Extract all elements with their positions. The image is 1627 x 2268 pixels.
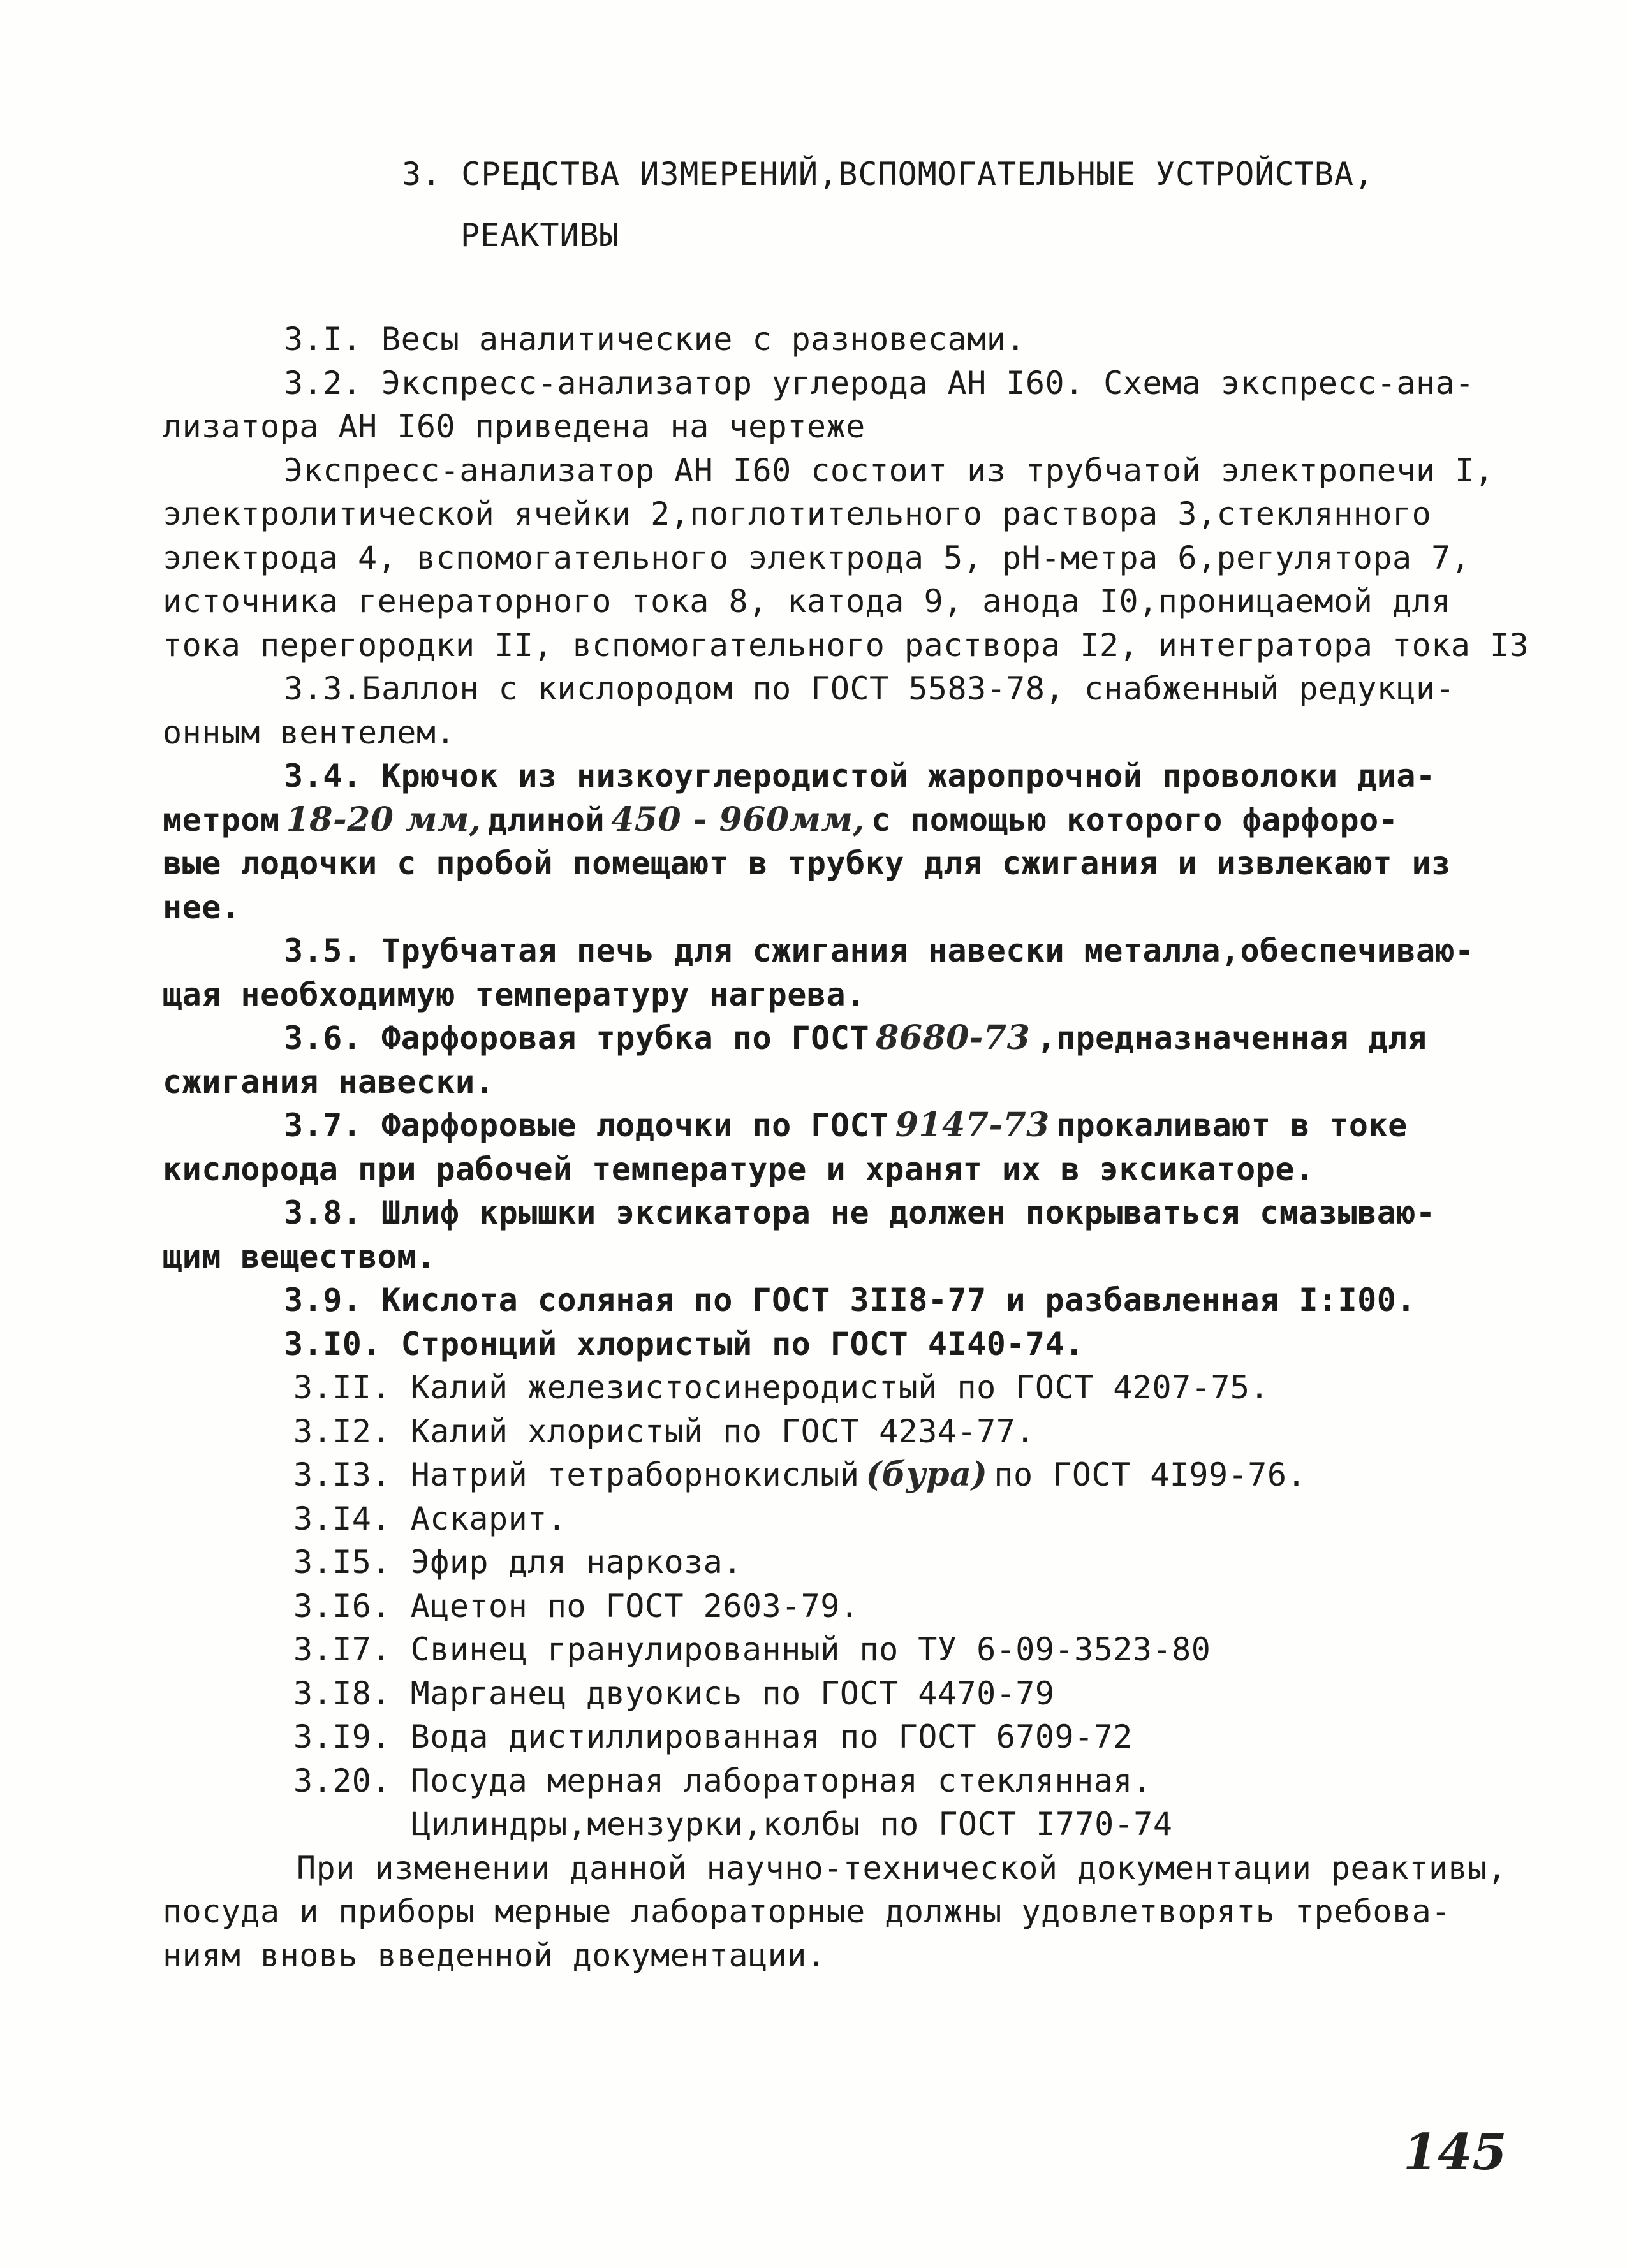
text-fragment: длиной (487, 801, 605, 838)
text-line: 3.I9. Вода дистиллированная по ГОСТ 6709-72 (293, 1718, 1133, 1755)
text-line: щая необходимую температуру нагрева. (163, 976, 865, 1013)
handwritten-value: 8680-73 (876, 1018, 1031, 1057)
text-fragment: ,предназначенная для (1036, 1020, 1427, 1057)
text-line: 3.I8. Марганец двуокись по ГОСТ 4470-79 (293, 1674, 1055, 1712)
text-line: кислорода при рабочей температуре и хранят их в эксикаторе. (163, 1150, 1314, 1188)
text-line: 3.20. Посуда мерная лабораторная стеклянная. (293, 1762, 1152, 1799)
text-line: онным вентелем. (163, 713, 456, 751)
handwritten-value: 9147-73 (895, 1106, 1050, 1145)
text-fragment: с помощью которого фарфоро- (871, 801, 1399, 838)
text-line (163, 1453, 1515, 1497)
text-line: лизатора АН I60 приведена на чертеже (163, 408, 865, 445)
text-line: вые лодочки с пробой помещают в трубку для сжигания и извлекают из (163, 845, 1451, 882)
text-line: 3.I0. Стронций хлористый по ГОСТ 4I40-74. (284, 1325, 1084, 1363)
text-fragment: 3.7. Фарфоровые лодочки по ГОСТ (284, 1107, 889, 1144)
text-line: щим веществом. (163, 1238, 436, 1275)
text-line: сжигания навески. (163, 1063, 495, 1101)
heading-line-1: 3. СРЕДСТВА ИЗМЕРЕНИЙ,ВСПОМОГАТЕЛЬНЫЕ УСТРОЙСТВА, (402, 156, 1374, 193)
text-line: электрода 4, вспомогательного электрода 5, рН-метра 6,регулятора 7, (163, 539, 1471, 576)
handwritten-value: 450 - 960мм, (611, 800, 865, 839)
text-line: 3.I7. Свинец гранулированный по ТУ 6-09-3523-80 (293, 1631, 1211, 1668)
text-line: нее. (163, 888, 241, 926)
text-line: 3.4. Крючок из низкоуглеродистой жаропрочной проволоки диа- (284, 757, 1436, 794)
text-line: тока перегородки II, вспомогательного раствора I2, интегратора тока I3 (163, 626, 1529, 664)
text-line: При изменении данной научно-технической документации реактивы, (297, 1849, 1507, 1887)
document-body (163, 318, 1529, 1977)
section-heading (402, 143, 1486, 266)
page-number: 145 (1403, 2123, 1507, 2181)
text-line: электролитической ячейки 2,поглотительного раствора 3,стеклянного (163, 495, 1432, 532)
text-line: 3.8. Шлиф крышки эксикатора не должен покрываться смазываю- (284, 1194, 1436, 1231)
text-line (163, 798, 1515, 842)
handwritten-value: (бура) (865, 1455, 988, 1494)
text-line: Цилиндры,мензурки,колбы по ГОСТ I770-74 (411, 1806, 1173, 1843)
text-line: 3.I. Весы аналитические с разновесами. (284, 321, 1026, 358)
text-line: посуда и приборы мерные лабораторные должны удовлетворять требова- (163, 1893, 1451, 1930)
text-line: 3.II. Калий железистосинеродистый по ГОСТ 4207-75. (293, 1369, 1270, 1406)
text-line: 3.I4. Аскарит. (293, 1500, 567, 1537)
text-line: источника генераторного тока 8, катода 9, анода I0,проницаемой для (163, 583, 1451, 620)
text-line: 3.5. Трубчатая печь для сжигания навески металла,обеспечиваю- (284, 932, 1475, 969)
heading-line-2: РЕАКТИВЫ (460, 217, 619, 254)
text-line: 3.I2. Калий хлористый по ГОСТ 4234-77. (293, 1412, 1035, 1450)
text-line (163, 1104, 1515, 1148)
handwritten-value: 18-20 мм, (286, 800, 482, 839)
text-fragment: 3.I3. Натрий тетраборнокислый (293, 1456, 860, 1493)
text-fragment: по ГОСТ 4I99-76. (994, 1456, 1307, 1493)
text-line (163, 1016, 1515, 1060)
text-line: Экспресс-анализатор АН I60 состоит из трубчатой электропечи I, (284, 451, 1494, 489)
text-line: 3.I6. Ацетон по ГОСТ 2603-79. (293, 1587, 860, 1625)
text-fragment: прокаливают в токе (1056, 1107, 1408, 1144)
text-line: 3.3.Баллон с кислородом по ГОСТ 5583-78, снабженный редукци- (284, 670, 1455, 707)
text-fragment: 3.6. Фарфоровая трубка по ГОСТ (284, 1020, 870, 1057)
text-line: 3.2. Экспресс-анализатор углерода АН I60. Схема экспресс-ана- (284, 364, 1475, 402)
text-fragment: метром (163, 801, 280, 838)
text-line: 3.9. Кислота соляная по ГОСТ 3II8-77 и разбавленная I:I00. (284, 1282, 1416, 1319)
text-line: ниям вновь введенной документации. (163, 1936, 827, 1974)
text-line: 3.I5. Эфир для наркоза. (293, 1544, 742, 1581)
